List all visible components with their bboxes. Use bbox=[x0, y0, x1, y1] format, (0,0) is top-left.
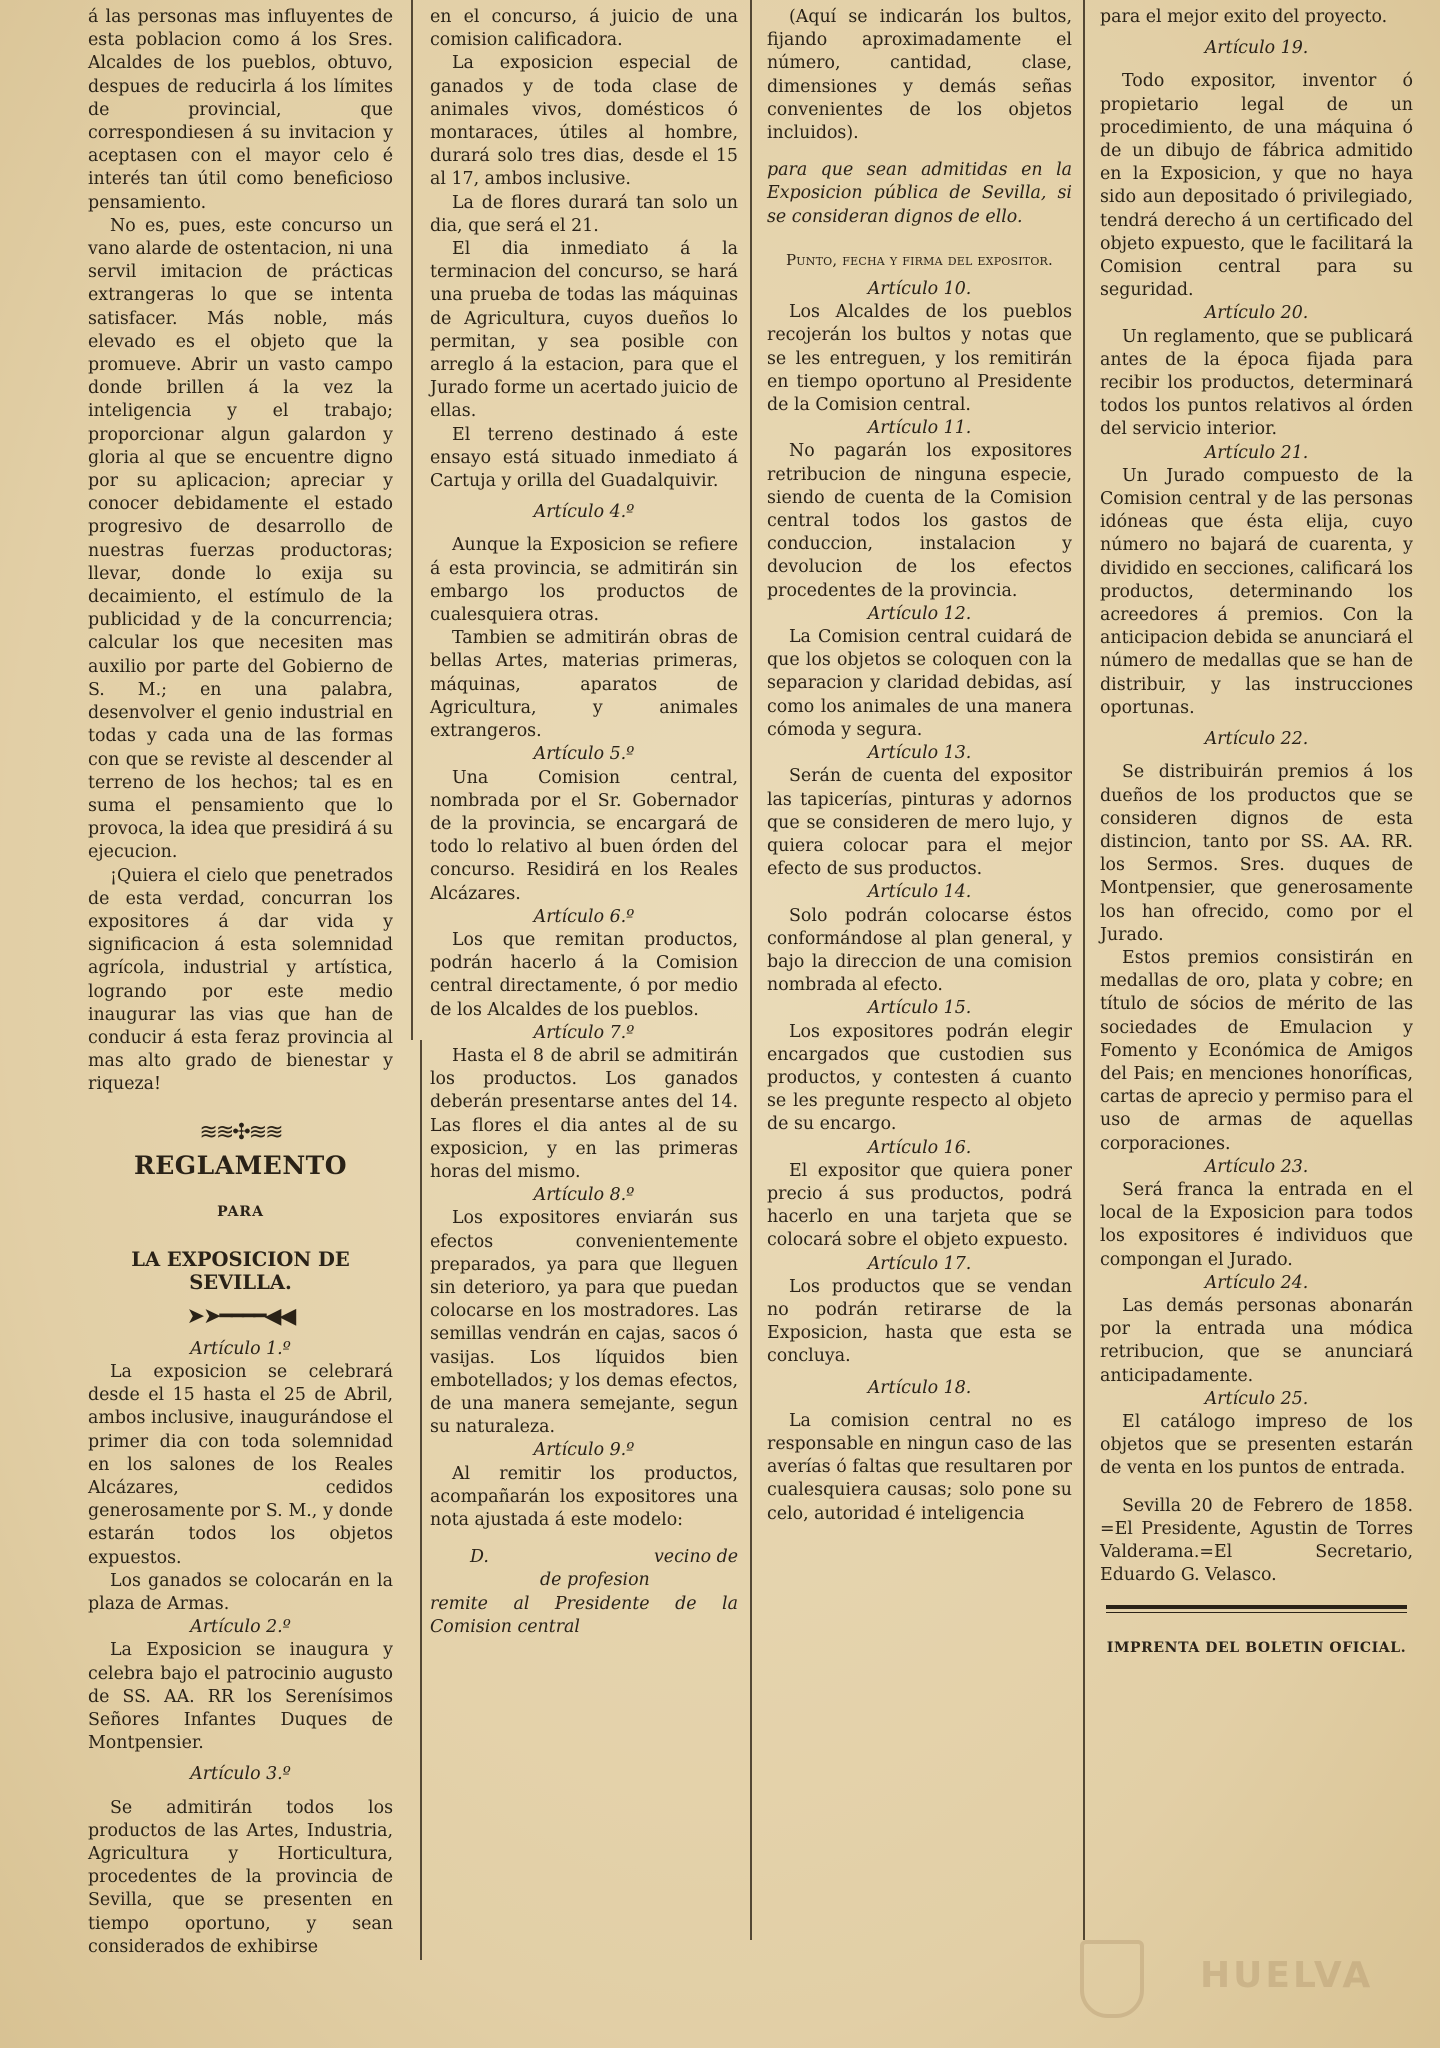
article-heading: Artículo 15. bbox=[867, 998, 972, 1019]
punto-fecha-firma: Punto, fecha y firma del expositor. bbox=[785, 250, 1053, 269]
article-heading: Artículo 8.º bbox=[533, 1185, 635, 1206]
double-rule bbox=[1106, 1612, 1407, 1613]
article-heading: Artículo 13. bbox=[867, 743, 972, 764]
para-label: PARA bbox=[217, 1203, 264, 1220]
article-text: El catálogo impreso de los objetos que se presenten estarán de venta en los puntos de entrada. bbox=[1100, 1411, 1413, 1479]
article-heading: Artículo 25. bbox=[1204, 1388, 1309, 1409]
model-italic-text: para que sean admitidas en la Exposicion pública de Sevilla, si se consideran dignos de ello. bbox=[767, 160, 1072, 227]
column-3 bbox=[767, 6, 1072, 2048]
article-text: El terreno destinado á este ensayo está situado inmediato á Cartuja y orilla del Guadalquivir. bbox=[430, 424, 738, 492]
article-heading: Artículo 6.º bbox=[533, 906, 635, 927]
article-text: Solo podrán colocarse éstos conformándose al plan general, y bajo la direccion de una comision nombrada al efecto. bbox=[767, 905, 1072, 996]
article-text: La exposicion especial de ganados y de toda clase de animales vivos, domésticos ó montaraces, útiles al hombre, durará solo tres dias, desde el 15 al 17, ambos inclusive. bbox=[430, 53, 738, 190]
article-text: La de flores durará tan solo un dia, que será el 21. bbox=[430, 192, 738, 236]
article-text: La Exposicion se inaugura y celebra bajo el patrocinio augusto de SS. AA. RR los Serenísimos Señores Infantes Duques de Montpensier. bbox=[88, 1640, 393, 1754]
article-text: No pagarán los expositores retribucion de ninguna especie, siendo de cuenta de la Comision central todos los gastos de conduccion, instalacion y devolucion de los efectos procedentes de la provincia. bbox=[767, 441, 1072, 601]
article-heading: Artículo 14. bbox=[867, 882, 972, 903]
article-heading: Artículo 21. bbox=[1204, 442, 1309, 463]
column-rule bbox=[1083, 0, 1085, 1940]
column-rule bbox=[411, 0, 413, 1040]
column-2 bbox=[430, 6, 738, 2048]
article-heading: Artículo 18. bbox=[867, 1377, 972, 1398]
model-remite: remite al Presidente de la Comision central bbox=[430, 1593, 738, 1637]
ornament-divider: ➤➤━━━━◀◀ bbox=[186, 1303, 295, 1329]
article-text: Al remitir los productos, acompañarán los expositores una nota ajustada á este modelo: bbox=[430, 1463, 738, 1530]
article-text: Tambien se admitirán obras de bellas Artes, materias primeras, máquinas, aparatos de Agricultura, y animales extrangeros. bbox=[430, 628, 738, 742]
column-4 bbox=[1100, 6, 1413, 2048]
article-text: (Aquí se indicarán los bultos, fijando aproximadamente el número, cantidad, clase, dimensiones y demás señas convenientes de los objetos incluidos). bbox=[767, 7, 1072, 144]
article-text: Se distribuirán premios á los dueños de los productos que se consideren dignos de esta distincion, tanto por SS. AA. RR. los Sermos. Sres. duques de Montpensier, que generosamente los han ofrecido, como por el Jurado. bbox=[1100, 762, 1413, 945]
article-text: Será franca la entrada en el local de la Exposicion para todos los expositores é individuos que compongan el Jurado. bbox=[1100, 1179, 1413, 1270]
article-text: Los expositores enviarán sus efectos convenientemente preparados, ya para que lleguen sin deterioro, ya para que puedan colocarse en los mostradores. Las semillas vendrán en cajas, sacos ó vasijas. Los líquidos bien embotellados; y los demas efectos, de una manera semejante, segun su naturaleza. bbox=[430, 1208, 738, 1438]
article-heading: Artículo 10. bbox=[867, 279, 972, 300]
article-text: en el concurso, á juicio de una comision calificadora. bbox=[430, 7, 738, 51]
article-heading: Artículo 17. bbox=[867, 1253, 972, 1274]
article-heading: Artículo 20. bbox=[1204, 303, 1309, 324]
intro-paragraph: ¡Quiera el cielo que penetrados de esta verdad, concurran los expositores á dar vida y significacion á esta solemnidad agrícola, industrial y artística, logrando por este medio inaugurar las vias que han de conducir á esta feraz provincia al mas alto grado de bienestar y riqueza! bbox=[88, 865, 393, 1095]
article-text: Estos premios consistirán en medallas de oro, plata y cobre; en título de sócios de mérito de las sociedades de Emulacion y Fomento y Económica de Amigos del Pais; en menciones honoríficas, cartas de aprecio y permiso para el uso de armas de aquellas corporaciones. bbox=[1100, 947, 1413, 1154]
column-1 bbox=[88, 6, 393, 2048]
article-text: Hasta el 8 de abril se admitirán los productos. Los ganados deberán presentarse antes del 14. Las flores el dia antes al de su exposicion, y en las primeras horas del mismo. bbox=[430, 1045, 738, 1182]
article-text: Los Alcaldes de los pueblos recojerán los bultos y notas que se les entreguen, y los remitirán en tiempo oportuno al Presidente de la Comision central. bbox=[767, 302, 1072, 416]
reglamento-title: REGLAMENTO bbox=[133, 1150, 348, 1180]
article-text: Una Comision central, nombrada por el Sr. Gobernador de la provincia, se encargará de todo lo relativo al buen órden del concurso. Residirá en los Reales Alcázares. bbox=[430, 767, 738, 904]
article-heading: Artículo 9.º bbox=[533, 1440, 635, 1461]
article-heading: Artículo 22. bbox=[1204, 729, 1309, 750]
article-heading: Artículo 19. bbox=[1204, 38, 1309, 59]
article-heading: Artículo 24. bbox=[1204, 1272, 1309, 1293]
article-text: Un reglamento, que se publicará antes de la época fijada para recibir los productos, determinará todos los puntos relativos al órden del servicio interior. bbox=[1100, 326, 1413, 440]
article-heading: Artículo 12. bbox=[867, 603, 972, 624]
article-text: Los ganados se colocarán en la plaza de Armas. bbox=[88, 1570, 393, 1614]
article-text: La exposicion se celebrará desde el 15 hasta el 25 de Abril, ambos inclusive, inaugurándose el primer dia con toda solemnidad en los salones de los Reales Alcázares, cedidos generosamente por S. M., y donde estarán todos los objetos expuestos. bbox=[88, 1361, 393, 1568]
article-text: El expositor que quiera poner precio á sus productos, podrá hacerlo en una tarjeta que se colocará sobre el objeto expuesto. bbox=[767, 1160, 1072, 1251]
intro-paragraph: á las personas mas influyentes de esta poblacion como á los Sres. Alcaldes de los pueblos, obtuvo, despues de reducirla á los límites de provincial, que correspondiesen á su invitacion y aceptasen con el mayor celo é interés tan útil como beneficioso pensamiento. bbox=[88, 7, 393, 213]
article-heading: Artículo 1.º bbox=[190, 1338, 291, 1359]
archive-shield-icon bbox=[1080, 1940, 1144, 2018]
column-rule bbox=[420, 1040, 422, 1960]
article-text: El dia inmediato á la terminacion del concurso, se hará una prueba de todas las máquinas de Agricultura, cuyos dueños lo permitan, y sea posible con arreglo á la estacion, para que el Jurado forme un acertado juicio de ellas. bbox=[430, 239, 738, 422]
article-text: Un Jurado compuesto de la Comision central y de las personas idóneas que ésta elija, cuyo número no bajará de cuarenta, y dividido en secciones, calificará los productos, determinando los acreedores á premios. Con la anticipacion debida se anunciará el número de medallas que se han de distribuir, y las instrucciones oportunas. bbox=[1100, 465, 1414, 718]
article-heading: Artículo 7.º bbox=[533, 1022, 635, 1043]
article-text: Serán de cuenta del expositor las tapicerías, pinturas y adornos que se consideren de mero lujo, y quiera colocar para el mejor efecto de sus productos. bbox=[767, 766, 1072, 880]
article-text: Se admitirán todos los productos de las Artes, Industria, Agricultura y Horticultura, procedentes de la provincia de Sevilla, que se presenten en tiempo oportuno, y sean considerados de exhibirse bbox=[88, 1797, 393, 1957]
article-text: Las demás personas abonarán por la entrada una módica retribucion, que se anunciará anticipadamente. bbox=[1100, 1295, 1413, 1386]
ornament: ≋≋✣≋≋ bbox=[199, 1119, 282, 1145]
article-heading: Artículo 2.º bbox=[190, 1617, 291, 1638]
article-text: para el mejor exito del proyecto. bbox=[1100, 7, 1388, 27]
article-text: La Comision central cuidará de que los objetos se coloquen con la separacion y claridad debidas, así como los animales de una manera cómoda y segura. bbox=[767, 627, 1072, 740]
article-text: Los que remitan productos, podrán hacerlo á la Comision central directamente, ó por medio de los Alcaldes de los pueblos. bbox=[430, 929, 738, 1020]
intro-paragraph: No es, pues, este concurso un vano alarde de ostentacion, ni una servil imitacion de prácticas extrangeras lo que se intenta satisfacer. Más noble, más elevado es el objeto que la promueve. Abrir un vasto campo donde brillen á la vez la inteligencia y el trabajo; proporcionar algun galardon y gloria al que se encuentre digno por su aplicacion; apreciar y conocer debidamente el estado progresivo de desarrollo de nuestras fuerzas productoras; llevar, donde lo exija su decaimiento, el estímulo de la publicidad y de la concurrencia; calcular los que necesiten mas auxilio por parte del Gobierno de S. M.; en una palabra, desenvolver el genio industrial en todas y cada una de las formas con que se reviste al descender al terreno de los hechos; tal es en suma el pensamiento que lo provoca, la idea que presidirá á su ejecucion. bbox=[88, 215, 394, 863]
article-heading: Artículo 11. bbox=[867, 418, 972, 439]
archive-watermark: HUELVA bbox=[1200, 1955, 1374, 1996]
signature-block: Sevilla 20 de Febrero de 1858. =El Presidente, Agustin de Torres Valderama.=El Secretario, Eduardo G. Velasco. bbox=[1100, 1495, 1413, 1586]
article-text: Los productos que se vendan no podrán retirarse de la Exposicion, hasta que esta se concluya. bbox=[767, 1276, 1072, 1367]
article-text: La comision central no es responsable en ningun caso de las averías ó faltas que resultaren por cualesquiera causas; solo pone su celo, autoridad é inteligencia bbox=[767, 1410, 1072, 1524]
note-model bbox=[430, 1546, 738, 1639]
imprint-line: IMPRENTA DEL BOLETIN OFICIAL. bbox=[1106, 1640, 1407, 1657]
article-text: Todo expositor, inventor ó propietario legal de un procedimiento, de una máquina ó de un dibujo de fábrica admitido en la Exposicion, y que no haya sido aun depositado ó privilegiado, tendrá derecho á un certificado del objeto expuesto, que le facilitará la Comision central para su seguridad. bbox=[1100, 71, 1413, 301]
article-heading: Artículo 16. bbox=[867, 1137, 972, 1158]
article-text: Aunque la Exposicion se refiere á esta provincia, se admitirán sin embargo los productos de cualesquiera otras. bbox=[430, 535, 738, 626]
model-profesion: de profesion bbox=[540, 1570, 650, 1591]
article-text: Los expositores podrán elegir encargados que custodien sus productos, y contesten á cuanto se les pregunte respecto al objeto de su encargo. bbox=[767, 1021, 1072, 1135]
exposicion-subtitle: LA EXPOSICION DE SEVILLA. bbox=[131, 1248, 350, 1295]
model-d: D. bbox=[470, 1547, 489, 1568]
article-heading: Artículo 23. bbox=[1204, 1156, 1309, 1177]
double-rule bbox=[1106, 1605, 1407, 1609]
model-vecino: vecino de bbox=[653, 1547, 738, 1568]
article-heading: Artículo 4.º bbox=[533, 502, 635, 523]
article-heading: Artículo 3.º bbox=[190, 1764, 291, 1785]
column-rule bbox=[750, 0, 752, 1940]
article-heading: Artículo 5.º bbox=[533, 744, 635, 765]
